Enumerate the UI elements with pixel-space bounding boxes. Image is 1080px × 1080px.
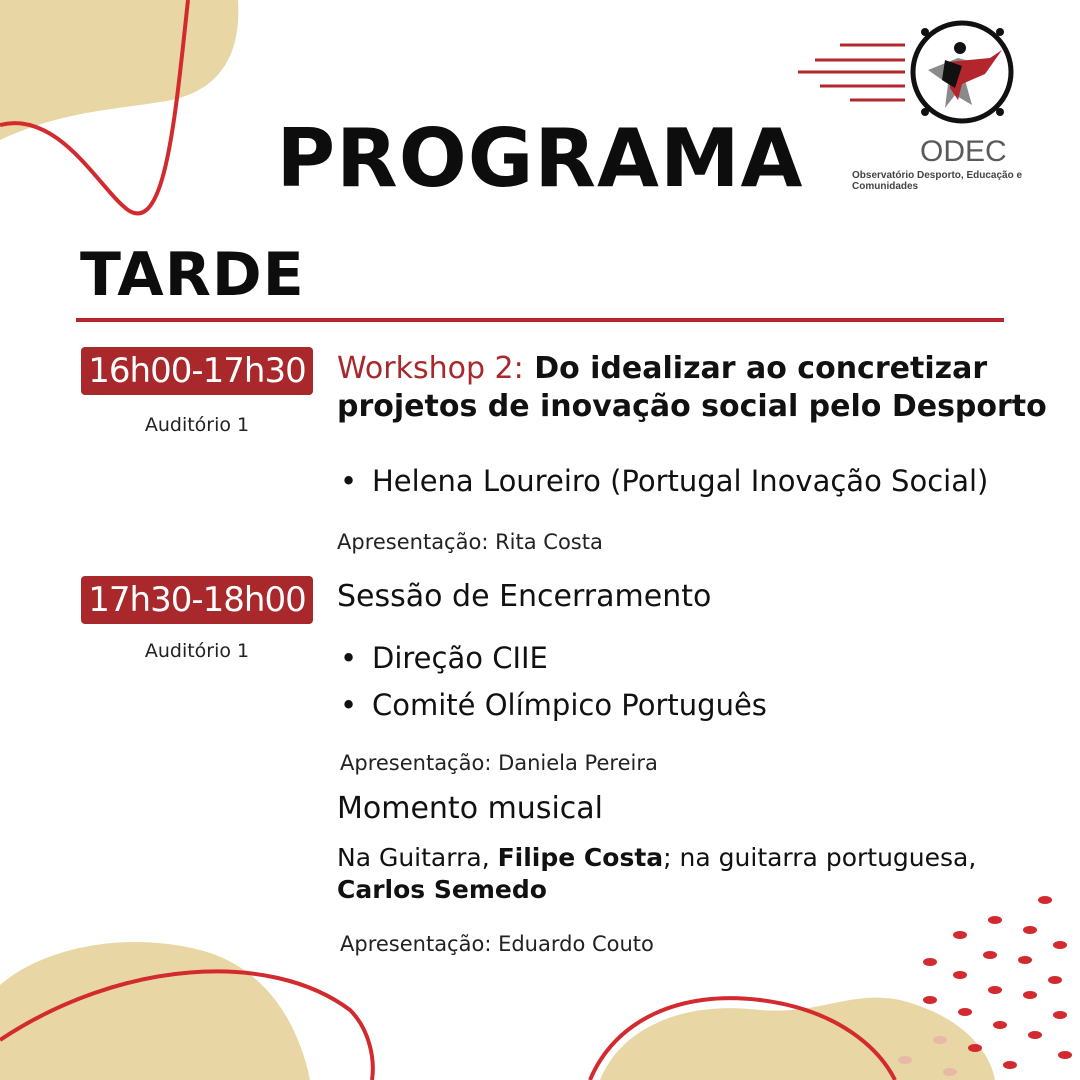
music-performer-1: Filipe Costa <box>497 843 664 872</box>
session-1-presenter: Apresentação: Rita Costa <box>337 530 603 554</box>
odec-emblem <box>913 23 1011 121</box>
music-performer-2: Carlos Semedo <box>337 875 547 904</box>
session-2-title: Sessão de Encerramento <box>337 579 712 614</box>
session-2-speaker-1: • Direção CIIE <box>340 641 548 675</box>
logo-speed-lines <box>798 45 905 100</box>
music-text-1: Na Guitarra, <box>337 843 498 872</box>
session-2-time-badge: 17h30-18h00 <box>81 576 313 624</box>
logo-name: ODEC <box>920 135 1007 168</box>
session-1-title <box>337 350 987 388</box>
music-presenter: Apresentação: Eduardo Couto <box>340 932 654 956</box>
music-description <box>337 842 1037 906</box>
session-2-speaker-2: • Comité Olímpico Português <box>340 688 767 722</box>
session-1-time-badge: 16h00-17h30 <box>81 347 313 395</box>
session-1-title-line2: projetos de inovação social pelo Desporto <box>337 389 1047 424</box>
logo-subtitle: Observatório Desporto, Educação e Comunidades <box>852 170 1023 192</box>
page-title: PROGRAMA <box>276 112 804 205</box>
music-text-2: ; na guitarra portuguesa, <box>663 843 977 872</box>
session-2-room: Auditório 1 <box>144 640 250 662</box>
session-1-speaker: • Helena Loureiro (Portugal Inovação Social) <box>340 464 988 498</box>
section-divider <box>76 318 1004 322</box>
session-1-title-line1: Do idealizar ao concretizar <box>523 351 988 386</box>
session-1-label: Workshop 2: <box>337 351 524 386</box>
session-2-presenter: Apresentação: Daniela Pereira <box>340 751 658 775</box>
section-title: TARDE <box>80 240 305 310</box>
music-title: Momento musical <box>337 791 604 826</box>
session-1-title-2 <box>337 388 1047 426</box>
session-1-room: Auditório 1 <box>144 414 250 436</box>
